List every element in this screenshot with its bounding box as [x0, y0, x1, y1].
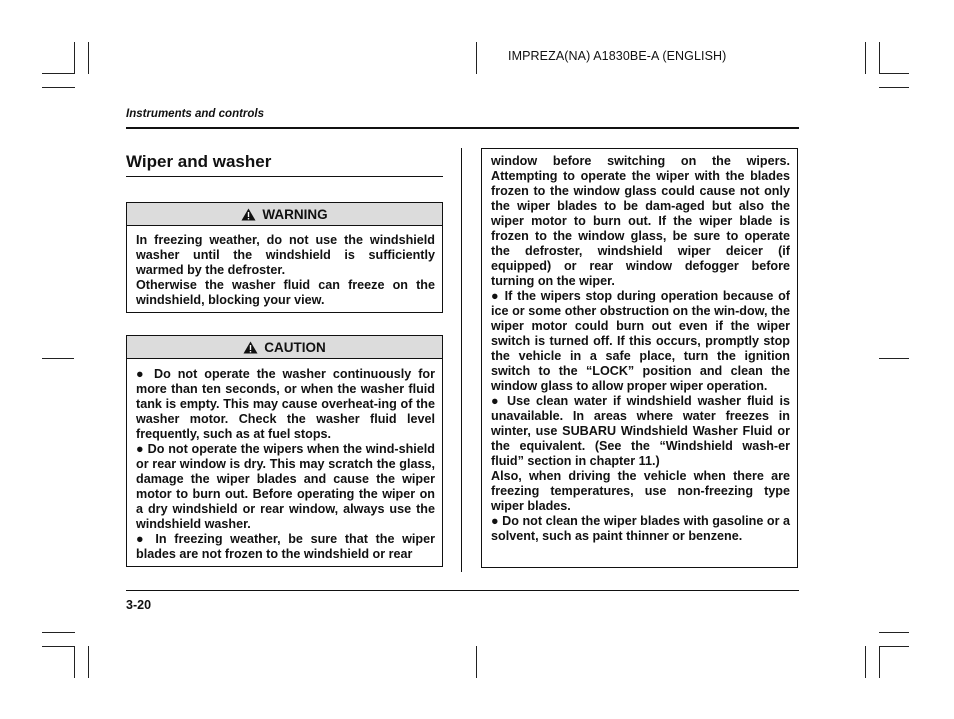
bullet-paragraph: ● Do not operate the washer continuously for more than ten seconds, or when the washer fluid tank is empty. This may cause overheat-ing of the washer motor. Check the washer fluid level frequently, such as at fuel stops. [136, 367, 435, 441]
crop-mark [42, 646, 75, 647]
crop-mark [88, 646, 89, 678]
crop-mark [476, 646, 477, 678]
bullet-paragraph: ● Use clean water if windshield washer fluid is unavailable. In areas where water freezes in winter, use SUBARU Windshield Washer Fluid or the equivalent. (See the “Windshield wash-er fluid” section in chapter 11.) [491, 394, 790, 468]
warning-triangle-icon [243, 341, 258, 354]
crop-mark [42, 87, 75, 88]
warning-header [127, 203, 442, 226]
crop-mark [879, 42, 880, 74]
caution-label: CAUTION [264, 339, 326, 355]
column-divider [461, 148, 462, 572]
caution-text [127, 359, 442, 562]
paragraph: In freezing weather, do not use the windshield washer until the windshield is sufficiently warmed by the defroster. [136, 233, 435, 277]
caution-continued-box [481, 148, 798, 568]
page-title: Wiper and washer [126, 152, 272, 171]
warning-label: WARNING [262, 206, 328, 222]
warning-text [127, 226, 442, 308]
warning-triangle-icon [241, 208, 256, 221]
crop-mark [42, 358, 74, 359]
crop-mark [42, 632, 75, 633]
page-number: 3-20 [126, 598, 152, 612]
crop-mark [74, 646, 75, 678]
crop-mark [88, 42, 89, 74]
bullet-paragraph: ● Do not operate the wipers when the wind-shield or rear window is dry. This may scratch the glass, damage the wiper blades and cause the wiper motor to burn out. Before operating the wiper on a dry windshield or rear window, always use the windshield washer. [136, 442, 435, 531]
crop-mark [74, 42, 75, 74]
section-heading: Instruments and controls [126, 108, 265, 120]
paragraph: window before switching on the wipers. Attempting to operate the wiper with the blades frozen to the window glass could cause not only the wiper blades to be dam-aged but also the wiper motor to burn out. If the wiper blade is frozen to the window glass, be sure to operate the defroster, windshield wiper deicer (if equipped) or rear window defogger before turning on the wiper. [491, 154, 790, 288]
crop-mark [42, 73, 75, 74]
document-code: IMPREZA(NA) A1830BE-A (ENGLISH) [508, 49, 727, 63]
caution-box [126, 335, 443, 567]
crop-mark [879, 632, 909, 633]
title-rule [126, 176, 443, 177]
crop-mark [879, 358, 909, 359]
crop-mark [476, 42, 477, 74]
crop-mark [879, 73, 909, 74]
crop-mark [879, 87, 909, 88]
bullet-paragraph: ● If the wipers stop during operation because of ice or some other obstruction on the win-dow, the wiper motor could burn out even if the wiper switch is turned off. If this occurs, promptly stop the vehicle in a safe place, turn the ignition switch to the “LOCK” position and clean the window glass to allow proper wiper operation. [491, 289, 790, 393]
crop-mark [865, 646, 866, 678]
caution-header [127, 336, 442, 359]
bullet-paragraph: ● Do not clean the wiper blades with gasoline or a solvent, such as paint thinner or benzene. [491, 514, 790, 543]
footer-rule [126, 590, 799, 591]
crop-mark [879, 646, 909, 647]
warning-box [126, 202, 443, 313]
bullet-paragraph: ● In freezing weather, be sure that the wiper blades are not frozen to the windshield or rear [136, 532, 435, 561]
caution-continued-text [482, 149, 797, 544]
header-rule [126, 127, 799, 129]
crop-mark [879, 646, 880, 678]
paragraph: Otherwise the washer fluid can freeze on the windshield, blocking your view. [136, 278, 435, 307]
crop-mark [865, 42, 866, 74]
paragraph: Also, when driving the vehicle when there are freezing temperatures, use non-freezing type wiper blades. [491, 469, 790, 513]
